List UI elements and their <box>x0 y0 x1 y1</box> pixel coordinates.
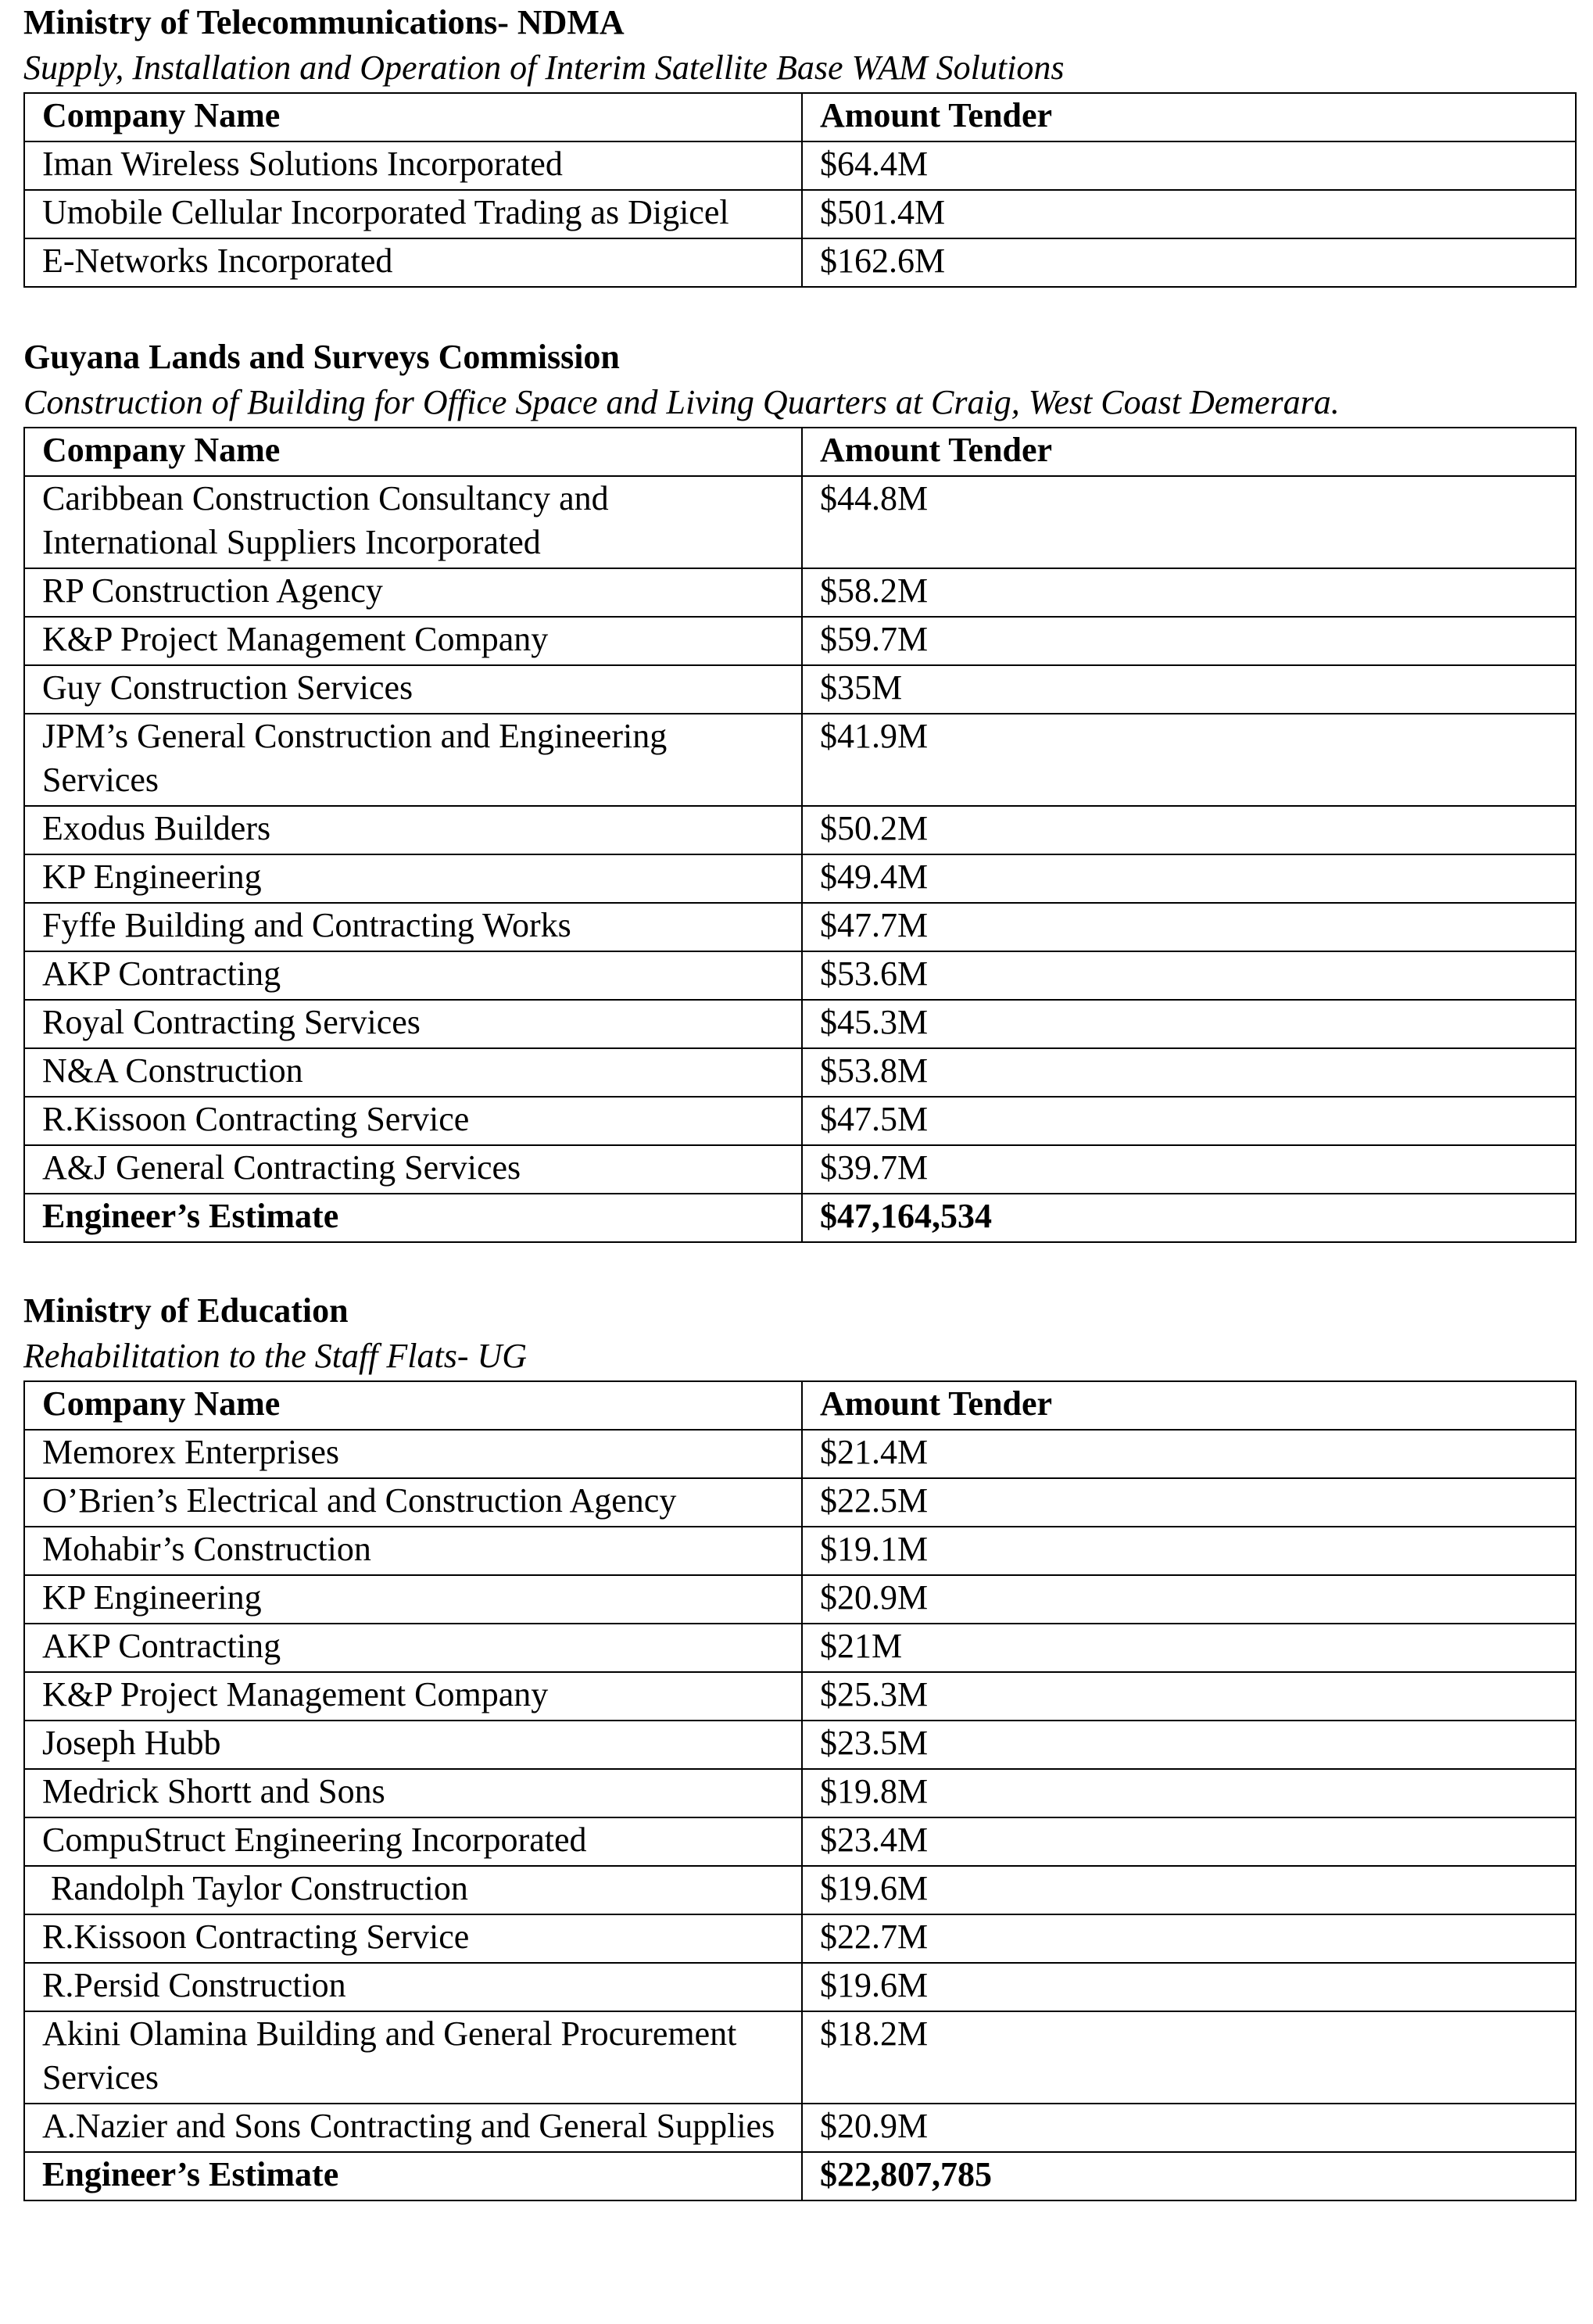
amount-cell: $21M <box>802 1624 1576 1672</box>
table-row <box>24 476 1576 568</box>
table-row <box>24 190 1576 238</box>
amount-cell: $47.5M <box>802 1097 1576 1145</box>
company-cell: N&A Construction <box>24 1048 802 1097</box>
amount-cell: $58.2M <box>802 568 1576 617</box>
amount-cell: $50.2M <box>802 806 1576 854</box>
company-cell: Randolph Taylor Construction <box>24 1866 802 1914</box>
column-header-company: Company Name <box>24 1381 802 1430</box>
company-cell: R.Kissoon Contracting Service <box>24 1097 802 1145</box>
table-row <box>24 1721 1576 1769</box>
tender-section-education <box>23 1288 1575 2201</box>
table-row <box>24 141 1576 190</box>
section-title: Ministry of Education <box>23 1291 349 1330</box>
company-cell: Akini Olamina Building and General Procurement Services <box>24 2011 802 2104</box>
amount-cell: $19.1M <box>802 1527 1576 1575</box>
table-row <box>24 1624 1576 1672</box>
company-cell: O’Brien’s Electrical and Construction Agency <box>24 1478 802 1527</box>
table-row <box>24 617 1576 665</box>
amount-cell: $501.4M <box>802 190 1576 238</box>
company-cell: E-Networks Incorporated <box>24 238 802 287</box>
table-row <box>24 1000 1576 1048</box>
amount-cell: $23.5M <box>802 1721 1576 1769</box>
column-header-amount: Amount Tender <box>802 1381 1576 1430</box>
table-row <box>24 806 1576 854</box>
company-cell: RP Construction Agency <box>24 568 802 617</box>
company-cell: AKP Contracting <box>24 1624 802 1672</box>
table-row <box>24 903 1576 951</box>
estimate-label: Engineer’s Estimate <box>24 2152 802 2200</box>
table-row <box>24 1478 1576 1527</box>
company-cell: K&P Project Management Company <box>24 1672 802 1721</box>
table-row <box>24 951 1576 1000</box>
amount-cell: $23.4M <box>802 1817 1576 1866</box>
amount-cell: $47.7M <box>802 903 1576 951</box>
company-cell: Mohabir’s Construction <box>24 1527 802 1575</box>
tender-table <box>23 427 1577 1243</box>
section-subtitle: Supply, Installation and Operation of Interim Satellite Base WAM Solutions <box>23 48 1065 87</box>
amount-cell: $64.4M <box>802 141 1576 190</box>
company-cell: KP Engineering <box>24 854 802 903</box>
amount-cell: $49.4M <box>802 854 1576 903</box>
company-cell: K&P Project Management Company <box>24 617 802 665</box>
tender-table <box>23 1380 1577 2201</box>
amount-cell: $41.9M <box>802 714 1576 806</box>
document-page <box>23 0 1575 2201</box>
tender-table <box>23 92 1577 288</box>
amount-cell: $22.7M <box>802 1914 1576 1963</box>
table-row <box>24 1817 1576 1866</box>
amount-cell: $44.8M <box>802 476 1576 568</box>
table-row <box>24 665 1576 714</box>
amount-cell: $22.5M <box>802 1478 1576 1527</box>
section-spacer <box>23 288 1575 335</box>
column-header-company: Company Name <box>24 428 802 476</box>
section-subtitle: Rehabilitation to the Staff Flats- UG <box>23 1337 528 1375</box>
company-cell: Iman Wireless Solutions Incorporated <box>24 141 802 190</box>
section-title: Guyana Lands and Surveys Commission <box>23 338 620 376</box>
amount-cell: $20.9M <box>802 1575 1576 1624</box>
amount-cell: $35M <box>802 665 1576 714</box>
table-header-row <box>24 93 1576 141</box>
table-header-row <box>24 1381 1576 1430</box>
table-row <box>24 568 1576 617</box>
amount-cell: $20.9M <box>802 2104 1576 2152</box>
table-row <box>24 714 1576 806</box>
amount-cell: $53.8M <box>802 1048 1576 1097</box>
company-cell: KP Engineering <box>24 1575 802 1624</box>
amount-cell: $45.3M <box>802 1000 1576 1048</box>
section-subtitle: Construction of Building for Office Space and Living Quarters at Craig, West Coast Demerara. <box>23 383 1340 421</box>
table-row <box>24 1963 1576 2011</box>
table-header-row <box>24 428 1576 476</box>
table-row <box>24 1769 1576 1817</box>
company-cell: Royal Contracting Services <box>24 1000 802 1048</box>
table-row <box>24 1527 1576 1575</box>
table-row <box>24 1097 1576 1145</box>
company-cell: Caribbean Construction Consultancy and International Suppliers Incorporated <box>24 476 802 568</box>
company-cell: AKP Contracting <box>24 951 802 1000</box>
table-row <box>24 1145 1576 1194</box>
amount-cell: $162.6M <box>802 238 1576 287</box>
amount-cell: $25.3M <box>802 1672 1576 1721</box>
estimate-label: Engineer’s Estimate <box>24 1194 802 1242</box>
company-cell: R.Kissoon Contracting Service <box>24 1914 802 1963</box>
table-row <box>24 1914 1576 1963</box>
amount-cell: $21.4M <box>802 1430 1576 1478</box>
estimate-amount: $22,807,785 <box>802 2152 1576 2200</box>
tender-section-lands <box>23 335 1575 1243</box>
company-cell: Joseph Hubb <box>24 1721 802 1769</box>
company-cell: Fyffe Building and Contracting Works <box>24 903 802 951</box>
company-cell: Exodus Builders <box>24 806 802 854</box>
section-title: Ministry of Telecommunications- NDMA <box>23 3 625 41</box>
section-spacer <box>23 1243 1575 1288</box>
table-row <box>24 2011 1576 2104</box>
table-row <box>24 1672 1576 1721</box>
amount-cell: $18.2M <box>802 2011 1576 2104</box>
table-row <box>24 1575 1576 1624</box>
table-row <box>24 854 1576 903</box>
table-total-row <box>24 2152 1576 2200</box>
estimate-amount: $47,164,534 <box>802 1194 1576 1242</box>
company-cell: Umobile Cellular Incorporated Trading as Digicel <box>24 190 802 238</box>
table-row <box>24 1430 1576 1478</box>
company-cell: R.Persid Construction <box>24 1963 802 2011</box>
table-row <box>24 238 1576 287</box>
company-cell: A.Nazier and Sons Contracting and General Supplies <box>24 2104 802 2152</box>
table-row <box>24 1048 1576 1097</box>
amount-cell: $53.6M <box>802 951 1576 1000</box>
company-cell: Guy Construction Services <box>24 665 802 714</box>
amount-cell: $19.6M <box>802 1963 1576 2011</box>
company-cell: JPM’s General Construction and Engineering Services <box>24 714 802 806</box>
table-total-row <box>24 1194 1576 1242</box>
company-cell: Medrick Shortt and Sons <box>24 1769 802 1817</box>
column-header-amount: Amount Tender <box>802 93 1576 141</box>
company-cell: CompuStruct Engineering Incorporated <box>24 1817 802 1866</box>
amount-cell: $19.8M <box>802 1769 1576 1817</box>
column-header-company: Company Name <box>24 93 802 141</box>
column-header-amount: Amount Tender <box>802 428 1576 476</box>
amount-cell: $39.7M <box>802 1145 1576 1194</box>
company-cell: Memorex Enterprises <box>24 1430 802 1478</box>
tender-section-telecom <box>23 0 1575 288</box>
amount-cell: $19.6M <box>802 1866 1576 1914</box>
table-row <box>24 1866 1576 1914</box>
table-row <box>24 2104 1576 2152</box>
amount-cell: $59.7M <box>802 617 1576 665</box>
company-cell: A&J General Contracting Services <box>24 1145 802 1194</box>
